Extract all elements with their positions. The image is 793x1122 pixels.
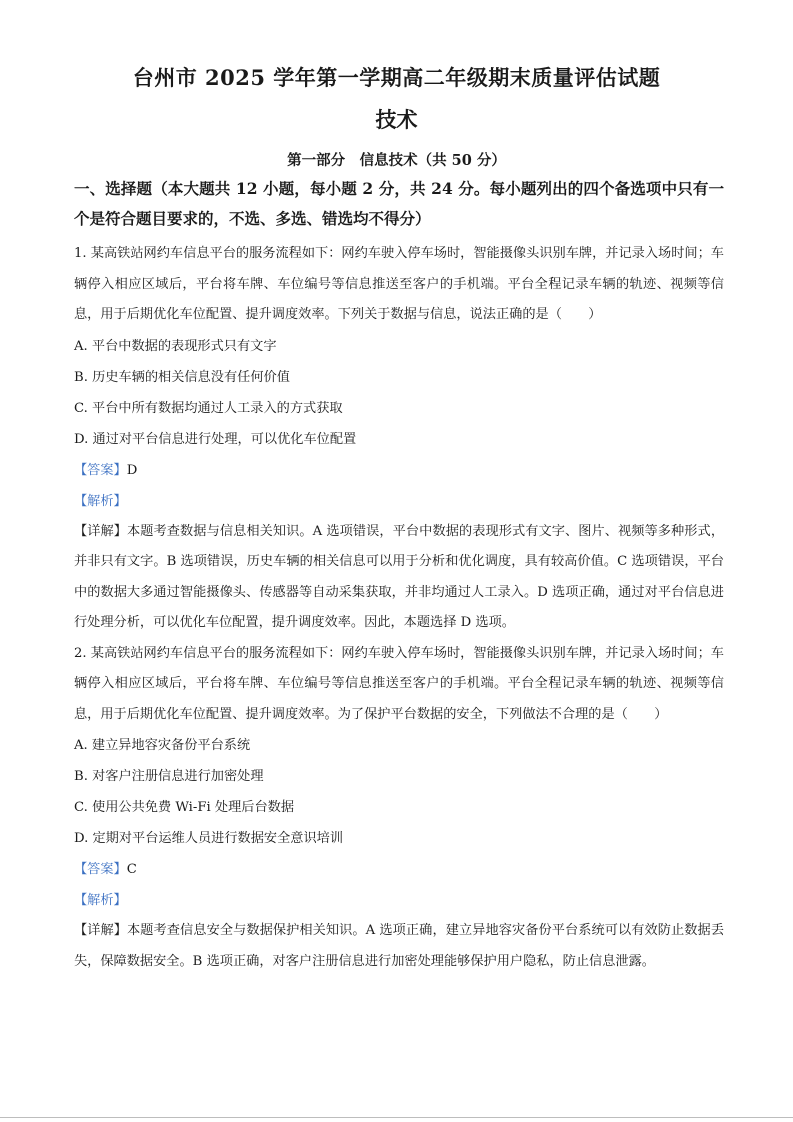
analysis-label: 【解析】	[74, 893, 127, 908]
question-2	[74, 639, 724, 978]
part-heading: 第一部分 信息技术（共 50 分）	[287, 152, 506, 169]
analysis-line	[74, 486, 724, 517]
detail-text: 本题考查数据与信息相关知识。A 选项错误，平台中数据的表现形式有文字、图片、视频等多种形式，并非只有文字。B 选项错误，历史车辆的相关信息可以用于分析和优化调度，具有较高价值。C 选项错误，平台中的数据大多通过智能摄像头、传感器等自动采集获取，并非均通过人工录入。D 选项正确，通过对平台信息进行处理分析，可以优化车位配置，提升调度效率。因此，本题选择 D 选项。	[74, 523, 725, 630]
option-a: A. 平台中数据的表现形式只有文字	[74, 338, 277, 354]
option-b: B. 历史车辆的相关信息没有任何价值	[74, 369, 290, 385]
answer-label: 【答案】	[74, 862, 127, 877]
option-c: C. 使用公共免费 Wi-Fi 处理后台数据	[74, 800, 295, 815]
answer-value: C	[126, 862, 137, 877]
answer-line	[74, 455, 724, 486]
exam-title: 台州市 2025 学年第一学期高二年级期末质量评估试题	[132, 65, 661, 90]
detail-paragraph	[74, 916, 724, 977]
answer-label: 【答案】	[74, 462, 127, 478]
question-stem: 1. 某高铁站网约车信息平台的服务流程如下：网约车驶入停车场时，智能摄像头识别车牌，并记录入场时间；车辆停入相应区域后，平台将车牌、车位编号等信息推送至客户的手机端。平台全程记录车辆的轨迹、视频等信息，用于后期优化车位配置、提升调度效率。下列关于数据与信息，说法正确的是（ ）	[74, 246, 724, 322]
option-d: D. 定期对平台运维人员进行数据安全意识培训	[74, 831, 344, 846]
exam-content	[74, 174, 724, 977]
section-heading: 一、选择题（本大题共 12 小题，每小题 2 分，共 24 分。每小题列出的四个备选项中只有一个是符合题目要求的，不选、多选、错选均不得分）	[74, 179, 724, 228]
detail-text: 本题考查信息安全与数据保护相关知识。A 选项正确，建立异地容灾备份平台系统可以有效防止数据丢失，保障数据安全。B 选项正确，对客户注册信息进行加密处理能够保护用户隐私，防止信息泄露。	[74, 923, 725, 969]
analysis-line	[74, 885, 724, 916]
option-b: B. 对客户注册信息进行加密处理	[74, 769, 264, 784]
detail-paragraph	[74, 517, 724, 639]
analysis-label: 【解析】	[74, 493, 127, 509]
answer-line	[74, 854, 724, 885]
exam-subject: 技术	[375, 107, 418, 132]
question-1	[74, 239, 724, 639]
page-bottom-divider	[0, 1117, 793, 1118]
option-a: A. 建立异地容灾备份平台系统	[74, 738, 251, 753]
detail-label: 【详解】	[74, 923, 128, 938]
answer-value: D	[126, 462, 138, 478]
question-stem: 2. 某高铁站网约车信息平台的服务流程如下：网约车驶入停车场时，智能摄像头识别车牌，并记录入场时间；车辆停入相应区域后，平台将车牌、车位编号等信息推送至客户的手机端。平台全程记录车辆的轨迹、视频等信息，用于后期优化车位配置、提升调度效率。为了保护平台数据的安全，下列做法不合理的是（ ）	[74, 645, 724, 722]
option-d: D. 通过对平台信息进行处理，可以优化车位配置	[74, 431, 357, 447]
detail-label: 【详解】	[74, 523, 128, 539]
option-c: C. 平台中所有数据均通过人工录入的方式获取	[74, 400, 343, 416]
